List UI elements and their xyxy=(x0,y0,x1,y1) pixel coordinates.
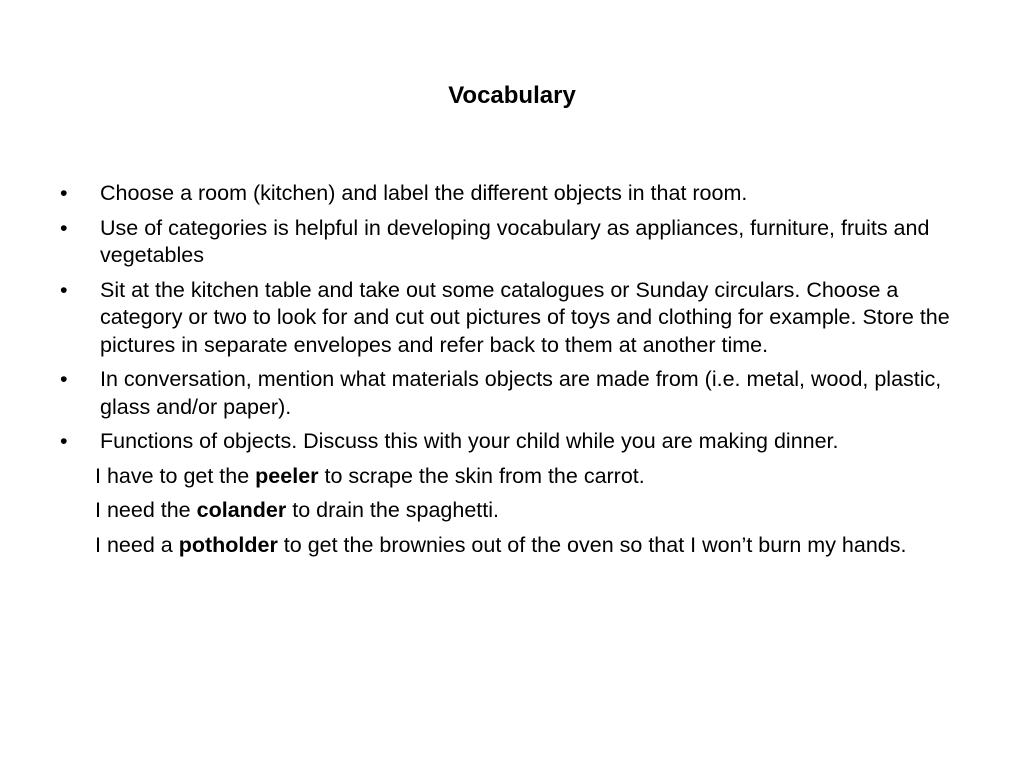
bullet-text: In conversation, mention what materials objects are made from (i.e. metal, wood, plastic, glass and/or paper). xyxy=(100,367,942,419)
slide-title: Vocabulary xyxy=(448,82,576,109)
example-text-before: I have to get the xyxy=(95,463,256,488)
bullet-item xyxy=(58,180,958,208)
example-term: colander xyxy=(196,498,287,522)
example-term: potholder xyxy=(178,532,278,557)
bullet-marker: • xyxy=(60,277,68,302)
example-term: peeler xyxy=(255,463,319,488)
bullet-text: Use of categories is helpful in developing vocabulary as appliances, furniture, fruits and vegetables xyxy=(100,215,930,267)
bullet-item xyxy=(58,366,958,421)
bullet-item xyxy=(58,215,958,270)
example-text-after: to drain the spaghetti. xyxy=(286,498,500,522)
bullet-marker: • xyxy=(60,367,68,391)
bullet-text: Sit at the kitchen table and take out some catalogues or Sunday circulars. Choose a category or two to look for and cut out pictures of toys and clothing for example. Store the pictures in separate envelopes and refer back to them at another time. xyxy=(100,277,950,357)
bullet-item xyxy=(58,277,958,360)
example-text-after: to get the brownies out of the oven so that I won’t burn my hands. xyxy=(277,532,907,557)
bullet-marker: • xyxy=(60,181,68,205)
bullet-item xyxy=(58,428,958,456)
example-sentence xyxy=(58,532,958,560)
example-text-after: to scrape the skin from the carrot. xyxy=(318,463,645,488)
bullet-text: Functions of objects. Discuss this with your child while you are making dinner. xyxy=(100,429,839,453)
slide-content xyxy=(58,180,958,566)
example-sentence xyxy=(58,497,958,525)
example-text-before: I need a xyxy=(95,532,179,557)
bullet-text: Choose a room (kitchen) and label the different objects in that room. xyxy=(100,181,748,205)
bullet-marker: • xyxy=(60,215,68,240)
example-sentence xyxy=(58,463,958,491)
bullet-marker: • xyxy=(60,429,68,453)
example-text-before: I need the xyxy=(95,498,197,522)
